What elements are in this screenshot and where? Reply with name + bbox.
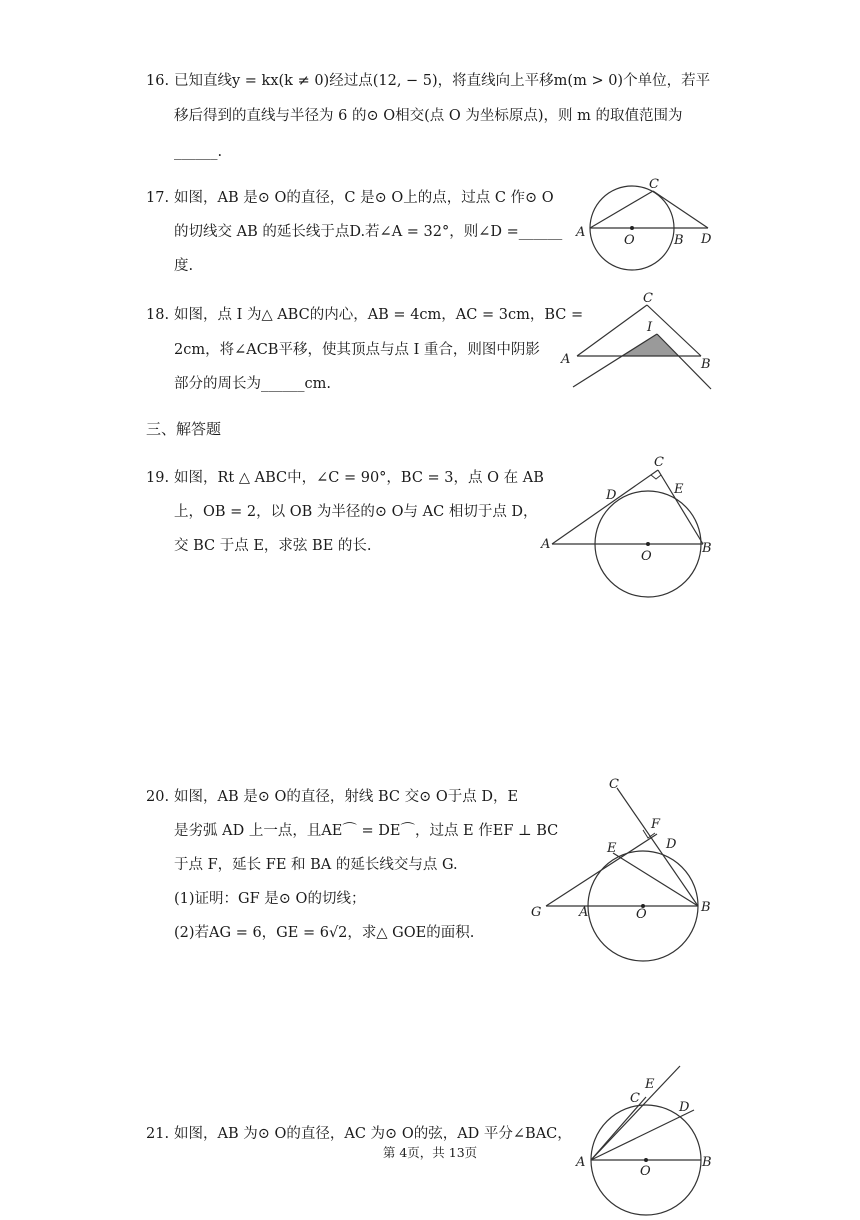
point-label: C xyxy=(630,1091,640,1106)
point-label: B xyxy=(701,900,711,915)
point-label: C xyxy=(609,777,619,792)
question-text-line: 交 BC 于点 E，求弦 BE 的长. xyxy=(174,538,372,554)
figure-21 xyxy=(570,1060,730,1220)
question-text-line: (1)证明：GF 是⊙ O的切线； xyxy=(174,891,366,907)
question-text-line: 如图，AB 是⊙ O的直径，射线 BC 交⊙ O于点 D，E xyxy=(174,789,519,805)
point-label: D xyxy=(606,488,617,503)
question-text-line: ______. xyxy=(174,144,223,160)
point-label: B xyxy=(702,541,712,556)
point-label: B xyxy=(701,357,711,372)
question-number: 21. xyxy=(146,1126,170,1142)
point-label: A xyxy=(579,905,589,920)
question-number: 18. xyxy=(146,307,170,323)
question-text-line: (2)若AG = 6，GE = 6√2，求△ GOE的面积. xyxy=(174,925,475,941)
point-label: D xyxy=(666,837,677,852)
point-label: C xyxy=(649,177,659,192)
question-text-line: 部分的周长为______cm. xyxy=(174,376,331,392)
question-text-line: 2cm，将∠ACB平移，使其顶点与点 I 重合，则图中阴影 xyxy=(174,342,540,358)
point-label: I xyxy=(647,320,653,335)
point-label: F xyxy=(651,817,661,832)
section-title: 三、解答题 xyxy=(146,420,222,438)
point-label: C xyxy=(643,291,653,306)
figure-19 xyxy=(535,454,720,606)
point-label: A xyxy=(576,225,586,240)
question-number: 20. xyxy=(146,789,170,805)
point-label: A xyxy=(576,1155,586,1170)
point-label: O xyxy=(640,1164,651,1179)
point-label: E xyxy=(674,482,684,497)
point-label: A xyxy=(561,352,571,367)
question-text-line: 已知直线y = kx(k ≠ 0)经过点(12, − 5)，将直线向上平移m(m > 0)个单位，若平 xyxy=(174,73,711,89)
question-number: 19. xyxy=(146,470,170,486)
question-text-line: 上，OB = 2，以 OB 为半径的⊙ O与 AC 相切于点 D， xyxy=(174,504,538,520)
point-label: E xyxy=(645,1077,655,1092)
question-text-line: 于点 F，延长 FE 和 BA 的延长线交与点 G. xyxy=(174,857,458,873)
question-text-line: 如图，Rt △ ABC中，∠C = 90°，BC = 3，点 O 在 AB xyxy=(174,470,544,486)
point-label: B xyxy=(674,233,684,248)
question-text-line: 是劣弧 AD 上一点，且AE⌒ = DE⌒，过点 E 作EF ⊥ BC xyxy=(174,823,559,839)
question-text-line: 的切线交 AB 的延长线于点D.若∠A = 32°，则∠D =______ xyxy=(174,224,563,240)
point-label: O xyxy=(641,549,652,564)
point-label: E xyxy=(607,841,617,856)
figure-20 xyxy=(525,770,725,966)
point-label: C xyxy=(654,455,664,470)
point-label: O xyxy=(624,233,635,248)
point-label: D xyxy=(679,1100,690,1115)
question-text-line: 如图，点 I 为△ ABC的内心，AB = 4cm，AC = 3cm，BC = xyxy=(174,307,584,323)
point-label: D xyxy=(701,232,712,247)
question-text-line: 如图，AB 是⊙ O的直径，C 是⊙ O上的点，过点 C 作⊙ O xyxy=(174,190,554,206)
question-text-line: 移后得到的直线与半径为 6 的⊙ O相交(点 O 为坐标原点)，则 m 的取值范围为 xyxy=(174,108,683,124)
point-label: O xyxy=(636,907,647,922)
question-number: 16. xyxy=(146,73,170,89)
question-text-line: 度. xyxy=(174,258,194,274)
page-footer: 第 4页，共 13页 xyxy=(382,1145,478,1160)
figure-18 xyxy=(555,288,720,397)
question-text-line: 如图，AB 为⊙ O的直径，AC 为⊙ O的弦，AD 平分∠BAC， xyxy=(174,1126,572,1142)
question-number: 17. xyxy=(146,190,170,206)
point-label: B xyxy=(702,1155,712,1170)
point-label: A xyxy=(541,537,551,552)
figure-17 xyxy=(570,172,720,281)
point-label: G xyxy=(531,905,542,920)
